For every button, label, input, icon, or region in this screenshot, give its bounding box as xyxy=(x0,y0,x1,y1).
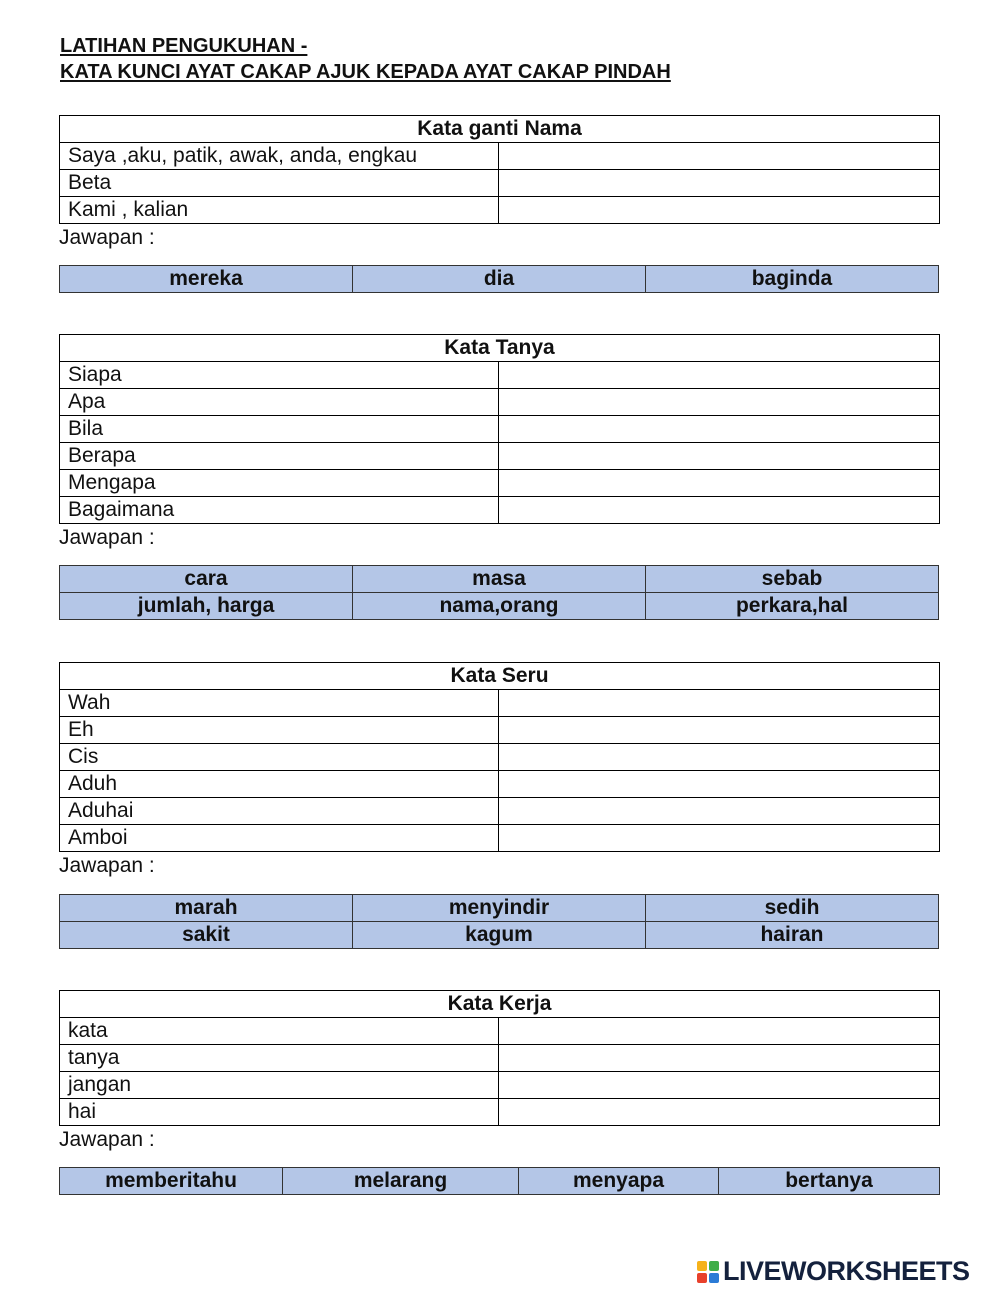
answer-drop-cell[interactable] xyxy=(499,170,940,197)
table-row xyxy=(60,362,940,389)
answer-drop-cell[interactable] xyxy=(499,1072,940,1099)
answer-drop-cell[interactable] xyxy=(499,1099,940,1126)
keyword-cell: kata xyxy=(60,1018,499,1045)
answer-drop-cell[interactable] xyxy=(499,744,940,771)
table-row xyxy=(60,1099,940,1126)
table-row xyxy=(60,497,940,524)
answer-bank-3 xyxy=(59,894,939,949)
keyword-cell: Amboi xyxy=(60,825,499,852)
table-row xyxy=(60,744,940,771)
answer-option[interactable]: menyindir xyxy=(353,895,646,922)
table-header: Kata Kerja xyxy=(60,991,940,1018)
answer-bank-2 xyxy=(59,565,939,620)
jawapan-label: Jawapan : xyxy=(59,526,155,549)
answer-drop-cell[interactable] xyxy=(499,470,940,497)
answer-drop-cell[interactable] xyxy=(499,443,940,470)
answer-option[interactable]: hairan xyxy=(646,922,939,949)
table-row xyxy=(60,1045,940,1072)
answer-option[interactable]: perkara,hal xyxy=(646,593,939,620)
table-row xyxy=(60,717,940,744)
keyword-cell: tanya xyxy=(60,1045,499,1072)
answer-option[interactable]: nama,orang xyxy=(353,593,646,620)
answer-option[interactable]: marah xyxy=(60,895,353,922)
table-row xyxy=(60,1072,940,1099)
answer-option[interactable]: sakit xyxy=(60,922,353,949)
table-header: Kata Tanya xyxy=(60,335,940,362)
table-row xyxy=(60,170,940,197)
table-row xyxy=(60,197,940,224)
keyword-cell: Wah xyxy=(60,690,499,717)
logo-text: LIVEWORKSHEETS xyxy=(723,1256,970,1286)
answer-option[interactable]: mereka xyxy=(60,266,353,293)
answer-option[interactable]: jumlah, harga xyxy=(60,593,353,620)
keyword-cell: Siapa xyxy=(60,362,499,389)
title-line-2: KATA KUNCI AYAT CAKAP AJUK KEPADA AYAT CAKAP PINDAH xyxy=(60,61,671,83)
answer-option[interactable]: masa xyxy=(353,566,646,593)
table-row xyxy=(60,443,940,470)
answer-option[interactable]: cara xyxy=(60,566,353,593)
table-row xyxy=(60,798,940,825)
keyword-cell: Mengapa xyxy=(60,470,499,497)
answer-drop-cell[interactable] xyxy=(499,197,940,224)
keyword-cell: Aduhai xyxy=(60,798,499,825)
answer-drop-cell[interactable] xyxy=(499,143,940,170)
answer-option[interactable]: kagum xyxy=(353,922,646,949)
answer-drop-cell[interactable] xyxy=(499,362,940,389)
kata-tanya-table xyxy=(59,334,940,524)
table-row xyxy=(60,389,940,416)
liveworksheets-logo[interactable] xyxy=(697,1256,970,1287)
jawapan-label: Jawapan : xyxy=(59,1128,155,1151)
keyword-cell: Eh xyxy=(60,717,499,744)
answer-drop-cell[interactable] xyxy=(499,690,940,717)
keyword-cell: Berapa xyxy=(60,443,499,470)
answer-bank-1 xyxy=(59,265,939,293)
keyword-cell: Bagaimana xyxy=(60,497,499,524)
keyword-cell: Kami , kalian xyxy=(60,197,499,224)
worksheet-title xyxy=(60,33,671,85)
answer-drop-cell[interactable] xyxy=(499,416,940,443)
answer-drop-cell[interactable] xyxy=(499,798,940,825)
keyword-cell: Cis xyxy=(60,744,499,771)
keyword-cell: Beta xyxy=(60,170,499,197)
keyword-cell: Aduh xyxy=(60,771,499,798)
keyword-cell: Saya ,aku, patik, awak, anda, engkau xyxy=(60,143,499,170)
table-row xyxy=(60,771,940,798)
answer-drop-cell[interactable] xyxy=(499,771,940,798)
keyword-cell: Apa xyxy=(60,389,499,416)
table-row xyxy=(60,825,940,852)
answer-option[interactable]: sedih xyxy=(646,895,939,922)
logo-mark-icon xyxy=(697,1261,719,1283)
answer-option[interactable]: memberitahu xyxy=(60,1168,283,1195)
jawapan-label: Jawapan : xyxy=(59,226,155,249)
answer-option[interactable]: bertanya xyxy=(719,1168,940,1195)
table-row xyxy=(60,143,940,170)
keyword-cell: jangan xyxy=(60,1072,499,1099)
title-line-1: LATIHAN PENGUKUHAN - xyxy=(60,35,308,57)
keyword-cell: hai xyxy=(60,1099,499,1126)
answer-drop-cell[interactable] xyxy=(499,825,940,852)
kata-ganti-nama-table xyxy=(59,115,940,224)
table-header: Kata Seru xyxy=(60,663,940,690)
table-row xyxy=(60,470,940,497)
kata-kerja-table xyxy=(59,990,940,1126)
answer-drop-cell[interactable] xyxy=(499,1018,940,1045)
table-row xyxy=(60,690,940,717)
answer-drop-cell[interactable] xyxy=(499,717,940,744)
table-row xyxy=(60,1018,940,1045)
answer-option[interactable]: menyapa xyxy=(519,1168,719,1195)
answer-drop-cell[interactable] xyxy=(499,1045,940,1072)
kata-seru-table xyxy=(59,662,940,852)
table-row xyxy=(60,416,940,443)
answer-option[interactable]: melarang xyxy=(283,1168,519,1195)
answer-option[interactable]: dia xyxy=(353,266,646,293)
answer-drop-cell[interactable] xyxy=(499,497,940,524)
answer-bank-4 xyxy=(59,1167,940,1195)
answer-drop-cell[interactable] xyxy=(499,389,940,416)
keyword-cell: Bila xyxy=(60,416,499,443)
jawapan-label: Jawapan : xyxy=(59,854,155,877)
answer-option[interactable]: baginda xyxy=(646,266,939,293)
answer-option[interactable]: sebab xyxy=(646,566,939,593)
table-header: Kata ganti Nama xyxy=(60,116,940,143)
